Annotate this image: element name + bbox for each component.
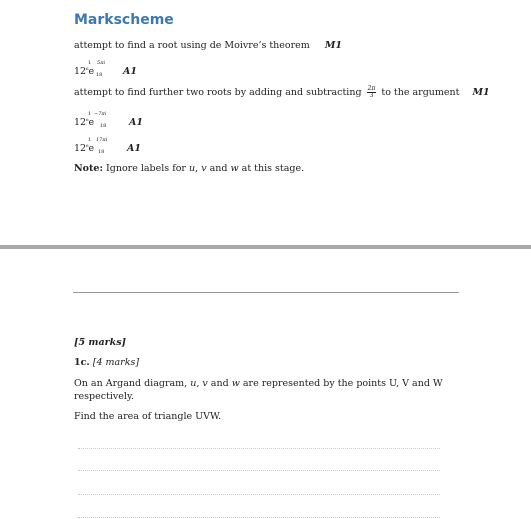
markscheme-line-2 bbox=[74, 86, 490, 99]
root-1-base: 12 bbox=[74, 66, 87, 77]
root-1-exp-top: 5πi bbox=[97, 60, 106, 66]
root-2-exp-num: 1 bbox=[88, 111, 92, 117]
root-2-base: 12 bbox=[74, 117, 87, 128]
question-para-2: Find the area of triangle UVW. bbox=[74, 411, 222, 422]
root-2-mark: A1 bbox=[129, 117, 143, 128]
question-para-1-line-2: respectively. bbox=[74, 391, 135, 402]
root-1: $12^{^6}e$ 1 5πi 18 A1 bbox=[74, 60, 137, 78]
answer-line-1[interactable] bbox=[78, 448, 440, 449]
root-3: $12^{^6}e$ 1 17πi 18 A1 bbox=[74, 137, 141, 155]
root-2: $12^{^6}e$ 1 −7πi 18 A1 bbox=[74, 111, 143, 129]
root-3-base: 12 bbox=[74, 143, 87, 154]
total-marks: [5 marks] bbox=[74, 337, 127, 348]
root-3-mark: A1 bbox=[127, 143, 141, 154]
root-2-exp-top: −7πi bbox=[94, 111, 107, 117]
horizontal-rule bbox=[73, 292, 459, 293]
root-3-exp-den: 18 bbox=[98, 149, 105, 155]
markscheme-line-1 bbox=[74, 40, 342, 51]
markscheme-note: Note: Ignore labels for u, v and w at this stage. bbox=[74, 163, 305, 174]
line-1-text: attempt to find a root using de Moivre’s theorem bbox=[74, 40, 310, 51]
root-3-exp-top: 17πi bbox=[96, 137, 108, 143]
root-1-mark: A1 bbox=[123, 66, 137, 77]
line-2-text-before: attempt to find further two roots by adding and subtracting bbox=[74, 87, 362, 98]
answer-line-2[interactable] bbox=[78, 470, 440, 471]
root-2-exp-den: 18 bbox=[100, 123, 107, 129]
two-pi-over-three-fraction: $\frac{2\pi}{3}$ bbox=[367, 85, 376, 99]
root-3-exp-num: 1 bbox=[88, 137, 92, 143]
part-header bbox=[74, 357, 139, 368]
part-label: 1c. bbox=[74, 357, 90, 368]
part-marks: [4 marks] bbox=[92, 357, 140, 368]
root-1-exp-num: 1 bbox=[88, 60, 92, 66]
question-para-1-line-1: On an Argand diagram, u, v and w are represented by the points U, V and W bbox=[74, 378, 443, 389]
line-2-text-after: to the argument bbox=[381, 87, 460, 98]
note-label: Note: bbox=[74, 163, 103, 174]
answer-line-4[interactable] bbox=[78, 517, 440, 518]
markscheme-title: Markscheme bbox=[74, 12, 174, 28]
line-1-mark: M1 bbox=[324, 40, 342, 51]
root-1-exp-den: 18 bbox=[96, 72, 103, 78]
line-2-mark: M1 bbox=[472, 87, 490, 98]
answer-line-3[interactable] bbox=[78, 494, 440, 495]
section-separator bbox=[0, 245, 531, 249]
